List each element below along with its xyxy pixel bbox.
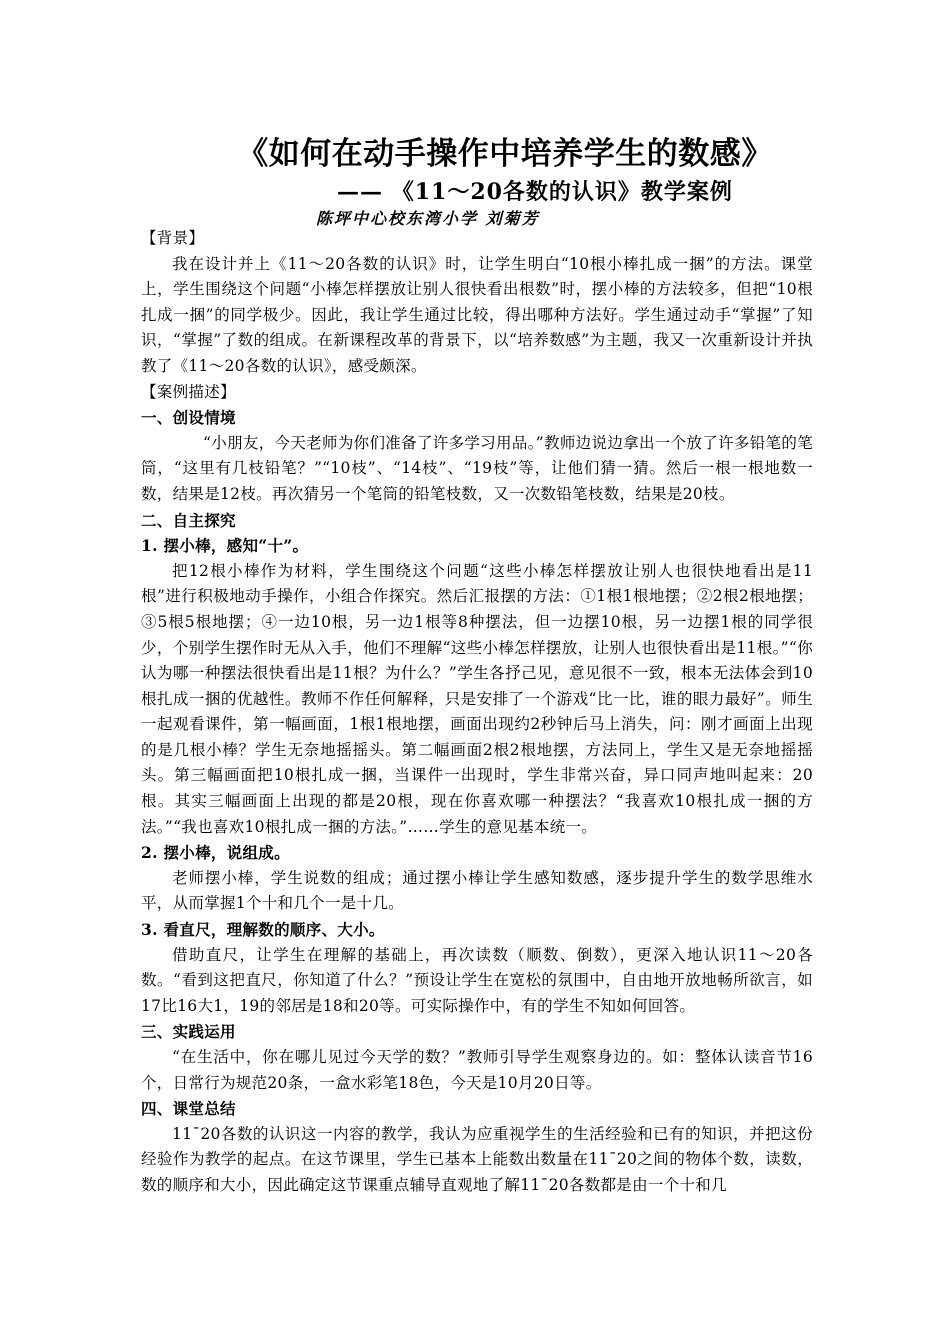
doc-subtitle: —— 《11～20各数的认识》教学案例: [337, 179, 733, 205]
background-paragraph: 我在设计并上《11～20各数的认识》时，让学生明白“10根小棒扎成一捆”的方法。课堂上，学生围绕这个问题“小棒怎样摆放让别人很快看出根数”时，摆小棒的方法较多，但把“10根扎成一捆”的同学极少。因此，我让学生通过比较，得出哪种方法好。学生通过动手“掌握”了知识，“掌握”了数的组成。在新课程改革的背景下，以“培养数感”为主题，我又一次重新设计并执教了《11～20各数的认识》，感受颇深。: [141, 254, 813, 375]
section-2-2-paragraph: 老师摆小棒，学生说数的组成；通过摆小棒让学生感知数感，逐步提升学生的数学思维水平，从而掌握1个十和几个一是十几。: [141, 868, 813, 913]
case-label: 【案例描述】: [141, 382, 236, 401]
section-4-paragraph: 11¯20各数的认识这一内容的教学，我认为应重视学生的生活经验和已有的知识，并把这份经验作为教学的起点。在这节课里，学生已基本上能数出数量在11¯20之间的物体个数，读数，数的顺序和大小，因此确定这节课重点辅导直观地了解11¯20各数都是由一个十和几: [141, 1124, 813, 1194]
doc-body: [141, 226, 813, 1199]
section-1-paragraph: “小朋友，今天老师为你们准备了许多学习用品。”教师边说边拿出一个放了许多铅笔的笔筒，“这里有几枝铅笔？”“10枝”、“14枝”、“19枝”等，让他们猜一猜。然后一根一根地数一数，结果是12枝。再次猜另一个笔筒的铅笔枝数，又一次数铅笔枝数，结果是20枝。: [141, 433, 813, 503]
doc-author: 陈坪中心校东湾小学 刘菊芳: [316, 209, 540, 228]
section-4-heading: 四、课堂总结: [141, 1099, 236, 1119]
section-3-heading: 三、实践运用: [141, 1022, 236, 1042]
section-2-3-paragraph: 借助直尺，让学生在理解的基础上，再次读数（顺数、倒数），更深入地认识11～20各数。“看到这把直尺，你知道了什么？”预设让学生在宽松的氛围中，自由地开放地畅所欲言，如17比16大1，19的邻居是18和20等。可实际操作中，有的学生不知如何回答。: [141, 945, 813, 1015]
section-2-3-heading: 3. 看直尺，理解数的顺序、大小。: [141, 920, 385, 940]
section-2-1-paragraph: 把12根小棒作为材料，学生围绕这个问题“这些小棒怎样摆放让别人也很快地看出是11根”进行积极地动手操作，小组合作探究。然后汇报摆的方法：①1根1根地摆；②2根2根地摆；③5根5根地摆；④一边10根，另一边1根等8种摆法，但一边摆10根，另一边摆1根的同学很少，个别学生摆作时无从入手，他们不理解“这些小棒怎样摆放，让别人也很快看出是11根。”“你认为哪一种摆法很快看出是11根？为什么？”学生各抒己见，意见很不一致，根本无法体会到10根扎成一捆的优越性。教师不作任何解释，只是安排了一个游戏“比一比，谁的眼力最好”。师生一起观看课件，第一幅画面，1根1根地摆，画面出现约2秒钟后马上消失，问：刚才画面上出现的是几根小棒？学生无奈地摇摇头。第二幅画面2根2根地摆，方法同上，学生又是无奈地摇摇头。第三幅画面把10根扎成一捆，当课件一出现时，学生非常兴奋，异口同声地叫起来：20根。其实三幅画面上出现的都是20根，现在你喜欢哪一种摆法？“我喜欢10根扎成一捆的方法。”“我也喜欢10根扎成一捆的方法。”……学生的意见基本统一。: [141, 561, 813, 836]
section-2-1-heading: 1. 摆小棒，感知“十”。: [141, 536, 309, 556]
section-1-heading: 一、创设情境: [141, 408, 236, 428]
background-label: 【背景】: [141, 229, 205, 247]
doc-title: 《如何在动手操作中培养学生的数感》: [237, 136, 773, 172]
section-2-heading: 二、自主探究: [141, 510, 236, 530]
section-3-paragraph: “在生活中，你在哪儿见过今天学的数？”教师引导学生观察身边的。如：整体认读音节16个，日常行为规范20条，一盒水彩笔18色，今天是10月20日等。: [141, 1048, 813, 1092]
section-2-2-heading: 2. 摆小棒，说组成。: [141, 843, 290, 863]
